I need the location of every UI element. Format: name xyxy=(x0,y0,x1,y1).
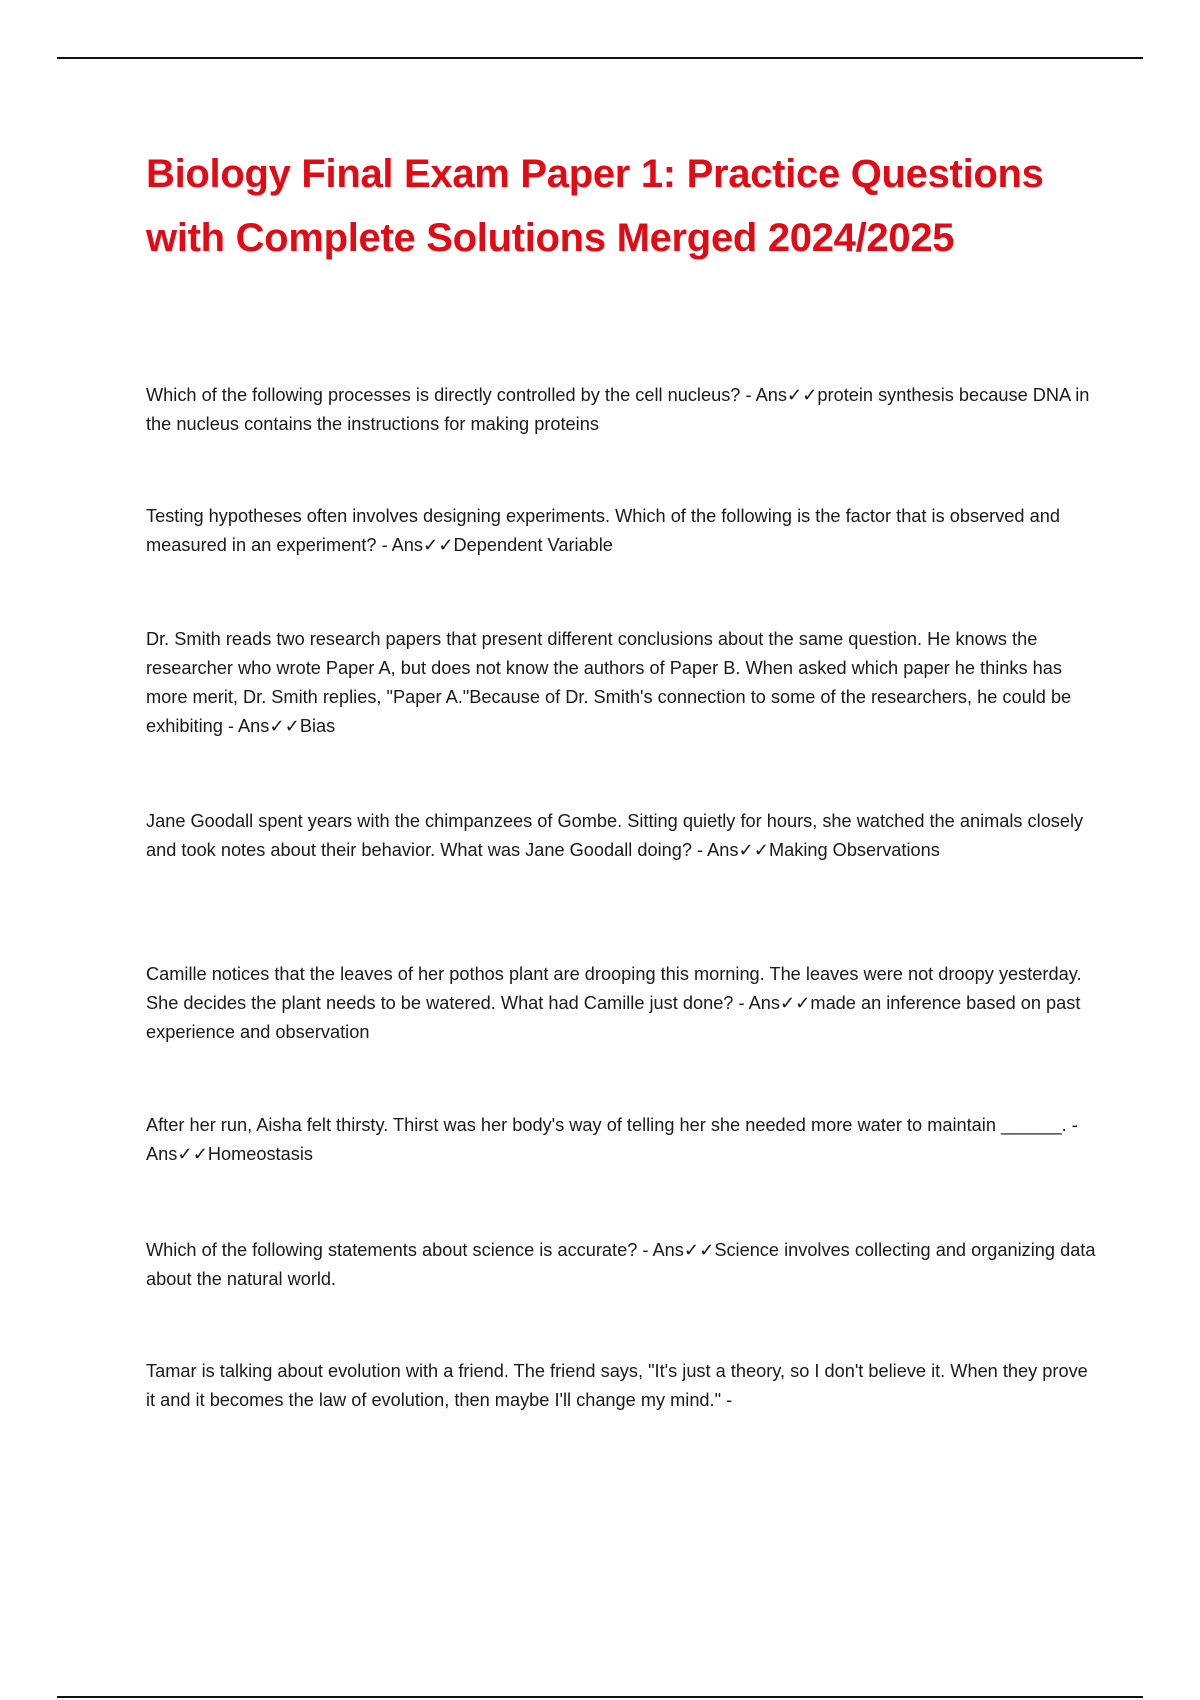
answer-text: Science involves collecting and organizing data about the natural world. xyxy=(146,1240,1096,1289)
question-text: Dr. Smith reads two research papers that present different conclusions about the same question. He knows the researcher who wrote Paper A, but does not know the authors of Paper B. When asked which paper he thinks has more merit, Dr. Smith replies, "Paper A."Because of Dr. Smith's connection to some of the researchers, he could be exhibiting xyxy=(146,629,1072,736)
header-rule xyxy=(57,57,1143,59)
question-text: Tamar is talking about evolution with a friend. The friend says, "It's just a theory, so I don't believe it. When they prove it and it becomes the law of evolution, then maybe I'll change my mind." xyxy=(146,1361,1088,1410)
answer-marker: - Ans✓✓ xyxy=(740,385,818,405)
answer-marker: - Ans✓✓ xyxy=(733,993,811,1013)
answer-text: Dependent Variable xyxy=(453,535,613,555)
question-text: Jane Goodall spent years with the chimpanzees of Gombe. Sitting quietly for hours, she watched the animals closely and took notes about their behavior. What was Jane Goodall doing? xyxy=(146,811,1084,860)
question-text: Testing hypotheses often involves designing experiments. Which of the following is the factor that is observed and measured in an experiment? xyxy=(146,506,1060,555)
question-text: Which of the following processes is directly controlled by the cell nucleus? xyxy=(146,385,741,405)
answer-text: Bias xyxy=(299,716,336,736)
qa-item-6 xyxy=(146,1111,1096,1169)
answer-marker: - Ans✓✓ xyxy=(222,716,300,736)
qa-item-2 xyxy=(146,502,1096,560)
qa-item-5 xyxy=(146,960,1096,1047)
question-text: Which of the following statements about science is accurate? xyxy=(146,1240,638,1260)
answer-marker: - Ans✓✓ xyxy=(692,840,769,860)
answer-text: Making Observations xyxy=(768,840,940,860)
trailing-marker: - xyxy=(721,1390,733,1410)
answer-text: made an inference based on past experience and observation xyxy=(146,993,1081,1042)
question-text: Camille notices that the leaves of her pothos plant are drooping this morning. The leaves were not droopy yesterday. She decides the plant needs to be watered. What had Camille just done? xyxy=(146,964,1082,1013)
qa-item-8 xyxy=(146,1357,1096,1415)
question-text: After her run, Aisha felt thirsty. Thirst was her body's way of telling her she needed more water to maintain ______. xyxy=(146,1115,1067,1135)
footer-rule xyxy=(57,1696,1143,1698)
qa-item-3 xyxy=(146,625,1096,741)
answer-marker: - Ans✓✓ xyxy=(637,1240,715,1260)
answer-marker: - Ans✓✓ xyxy=(376,535,454,555)
document-title: Biology Final Exam Paper 1: Practice Questions with Complete Solutions Merged 2024/2025 xyxy=(146,152,1044,260)
answer-marker: - Ans✓✓ xyxy=(146,1115,1078,1164)
qa-item-4 xyxy=(146,807,1096,865)
qa-item-1 xyxy=(146,381,1096,439)
answer-text: Homeostasis xyxy=(207,1144,313,1164)
qa-item-7 xyxy=(146,1236,1096,1294)
answer-text: protein synthesis because DNA in the nucleus contains the instructions for making proteins xyxy=(146,385,1090,434)
